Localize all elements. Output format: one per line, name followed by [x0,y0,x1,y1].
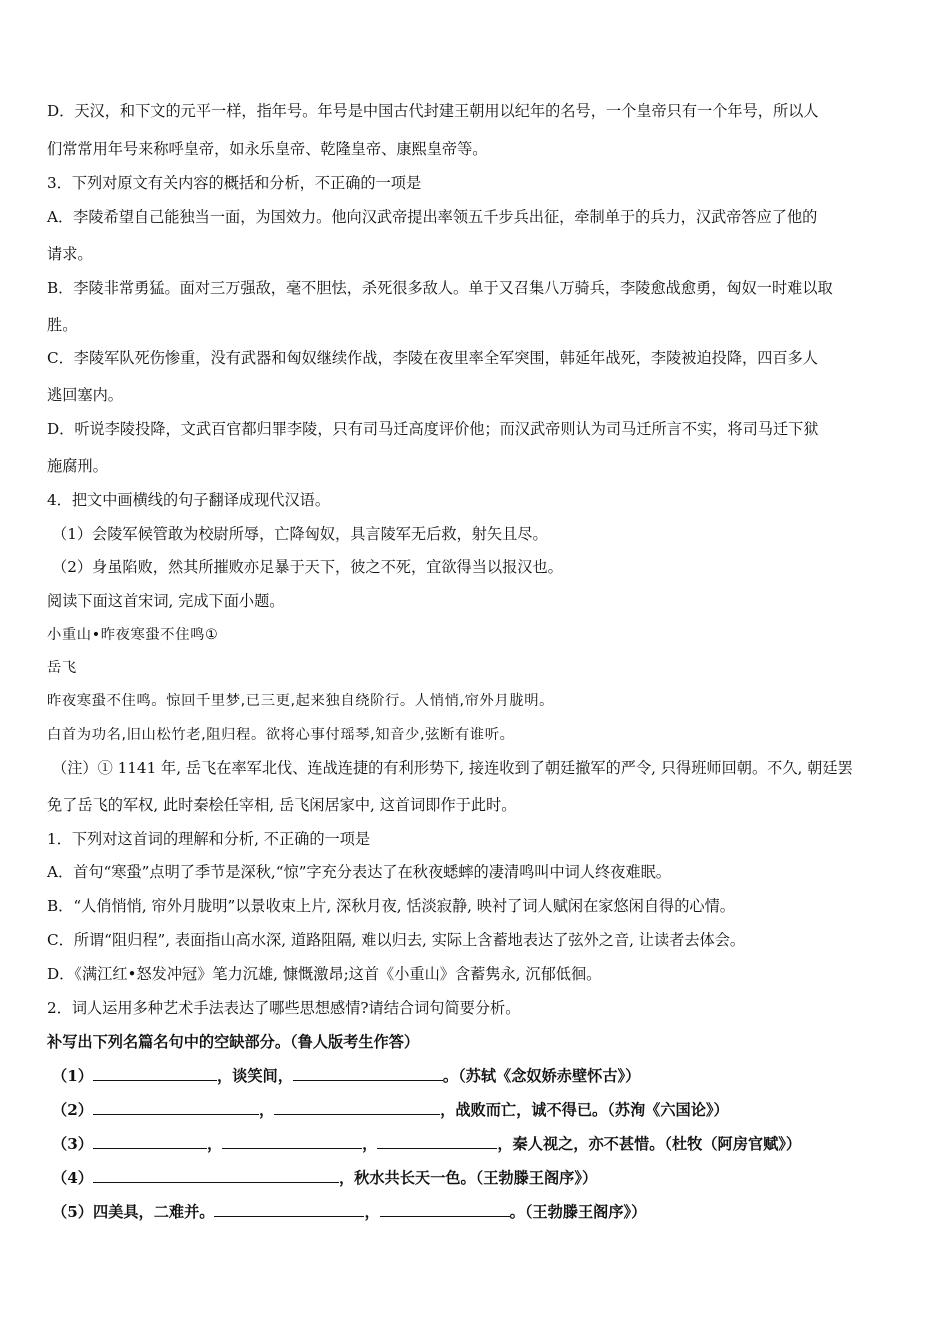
reading-instruction: 阅读下面这首宋词, 完成下面小题。 [47,592,285,610]
text-line: 们常常用年号来称呼皇帝，如永乐皇帝、乾隆皇帝、康熙皇帝等。 [47,140,488,158]
answer-blank[interactable] [93,1168,339,1183]
answer-blank[interactable] [93,1134,207,1149]
fill-item-3: （3） ， ， ，秦人视之，亦不甚惜。（杜牧（阿房官赋》） [52,1135,802,1153]
question-4: 4．把文中画横线的句子翻译成现代汉语。 [47,491,331,509]
answer-blank[interactable] [222,1134,362,1149]
fill-item-4: （4） ，秋水共长天一色。（王勃滕王阁序》） [52,1169,598,1187]
poem-option-d: D．《满江红•怒发冲冠》笔力沉雄, 慷慨激昂;这首《小重山》含蓄隽永, 沉郁低徊。 [47,965,602,983]
text-line: 施腐刑。 [47,457,108,475]
fill-item-5: （5）四美具，二难并。 ， 。（王勃滕王阁序》） [52,1203,647,1221]
text-line: D．天汉，和下文的元平一样，指年号。年号是中国古代封建王朝用以纪年的名号，一个皇帝只有一个年号，所以人 [47,102,819,120]
poem-question-1: 1．下列对这首词的理解和分析, 不正确的一项是 [47,830,371,848]
text-line: 免了岳飞的军权, 此时秦桧任宰相, 岳飞闲居家中, 这首词即作于此时。 [47,796,517,814]
answer-blank[interactable] [93,1066,217,1081]
option-d: D．听说李陵投降，文武百官都归罪李陵，只有司马迁高度评价他；而汉武帝则认为司马迁所言不实，将司马迁下狱 [47,420,819,438]
answer-blank[interactable] [377,1134,497,1149]
poem-option-b: B．“人俏悄悄, 帘外月胧明”以景收束上片, 深秋月夜, 恬淡寂静, 映衬了词人赋闲在家悠闲自得的心情。 [47,897,735,915]
fill-item-1: （1） ，谈笑间， 。（苏轼《念奴娇赤壁怀古》） [52,1067,641,1085]
answer-blank[interactable] [293,1066,443,1081]
option-c: C．李陵军队死伤惨重，没有武器和匈奴继续作战，李陵在夜里率全军突围，韩延年战死，李陵被迫投降，四百多人 [47,349,818,367]
text-line: 逃回塞内。 [47,386,123,404]
poem-title: 小重山•昨夜寒蛩不住鸣① [47,627,219,643]
fill-in-heading: 补写出下列名篇名句中的空缺部分。（鲁人版考生作答） [47,1033,420,1051]
option-a: A．李陵希望自己能独当一面，为国效力。他向汉武帝提出率领五千步兵出征，牵制单于的兵力，汉武帝答应了他的 [47,208,818,226]
option-b: B．李陵非常勇猛。面对三万强敌，毫不胆怯，杀死很多敌人。单于又召集八万骑兵，李陵愈战愈勇，匈奴一时难以取 [47,279,833,297]
translate-item-1: （1）会陵军候管敢为校尉所辱，亡降匈奴，具言陵军无后救，射矢且尽。 [52,525,548,543]
answer-blank[interactable] [93,1100,259,1115]
text-line: 胜。 [47,316,78,334]
question-3: 3．下列对原文有关内容的概括和分析，不正确的一项是 [47,174,422,192]
answer-blank[interactable] [380,1202,510,1217]
translate-item-2: （2）身虽陷败，然其所摧败亦足暴于天下，彼之不死，宜欲得当以报汉也。 [52,558,563,576]
fill-item-2: （2） ， ，战败而亡，诚不得已。（苏洵《六国论》） [52,1101,729,1119]
poem-option-a: A．首句“寒蛩”点明了季节是深秋,“惊”字充分表达了在秋夜蟋蟀的凄清鸣叫中词人终夜难眠。 [47,863,671,881]
poem-question-2: 2．词人运用多种艺术手法表达了哪些思想感情?请结合词句简要分析。 [47,999,521,1017]
poem-line-1: 昨夜寒蛩不住鸣。惊回千里梦,已三更,起来独自绕阶行。人悄悄,帘外月胧明。 [47,693,555,709]
text-line: 请求。 [47,245,93,263]
answer-blank[interactable] [214,1202,364,1217]
poem-note: （注）① 1141 年, 岳飞在率军北伐、连战连捷的有利形势下, 接连收到了朝廷撤军的严令, 只得班师回朝。不久, 朝廷罢 [52,759,853,777]
poem-option-c: C．所谓“阻归程”, 表面指山高水深, 道路阻隔, 难以归去, 实际上含蓄地表达了弦外之音, 让读者去体会。 [47,931,746,949]
answer-blank[interactable] [274,1100,440,1115]
poem-author: 岳飞 [47,660,77,676]
poem-line-2: 白首为功名,旧山松竹老,阻归程。欲将心事付瑶琴,知音少,弦断有谁听。 [47,727,515,743]
